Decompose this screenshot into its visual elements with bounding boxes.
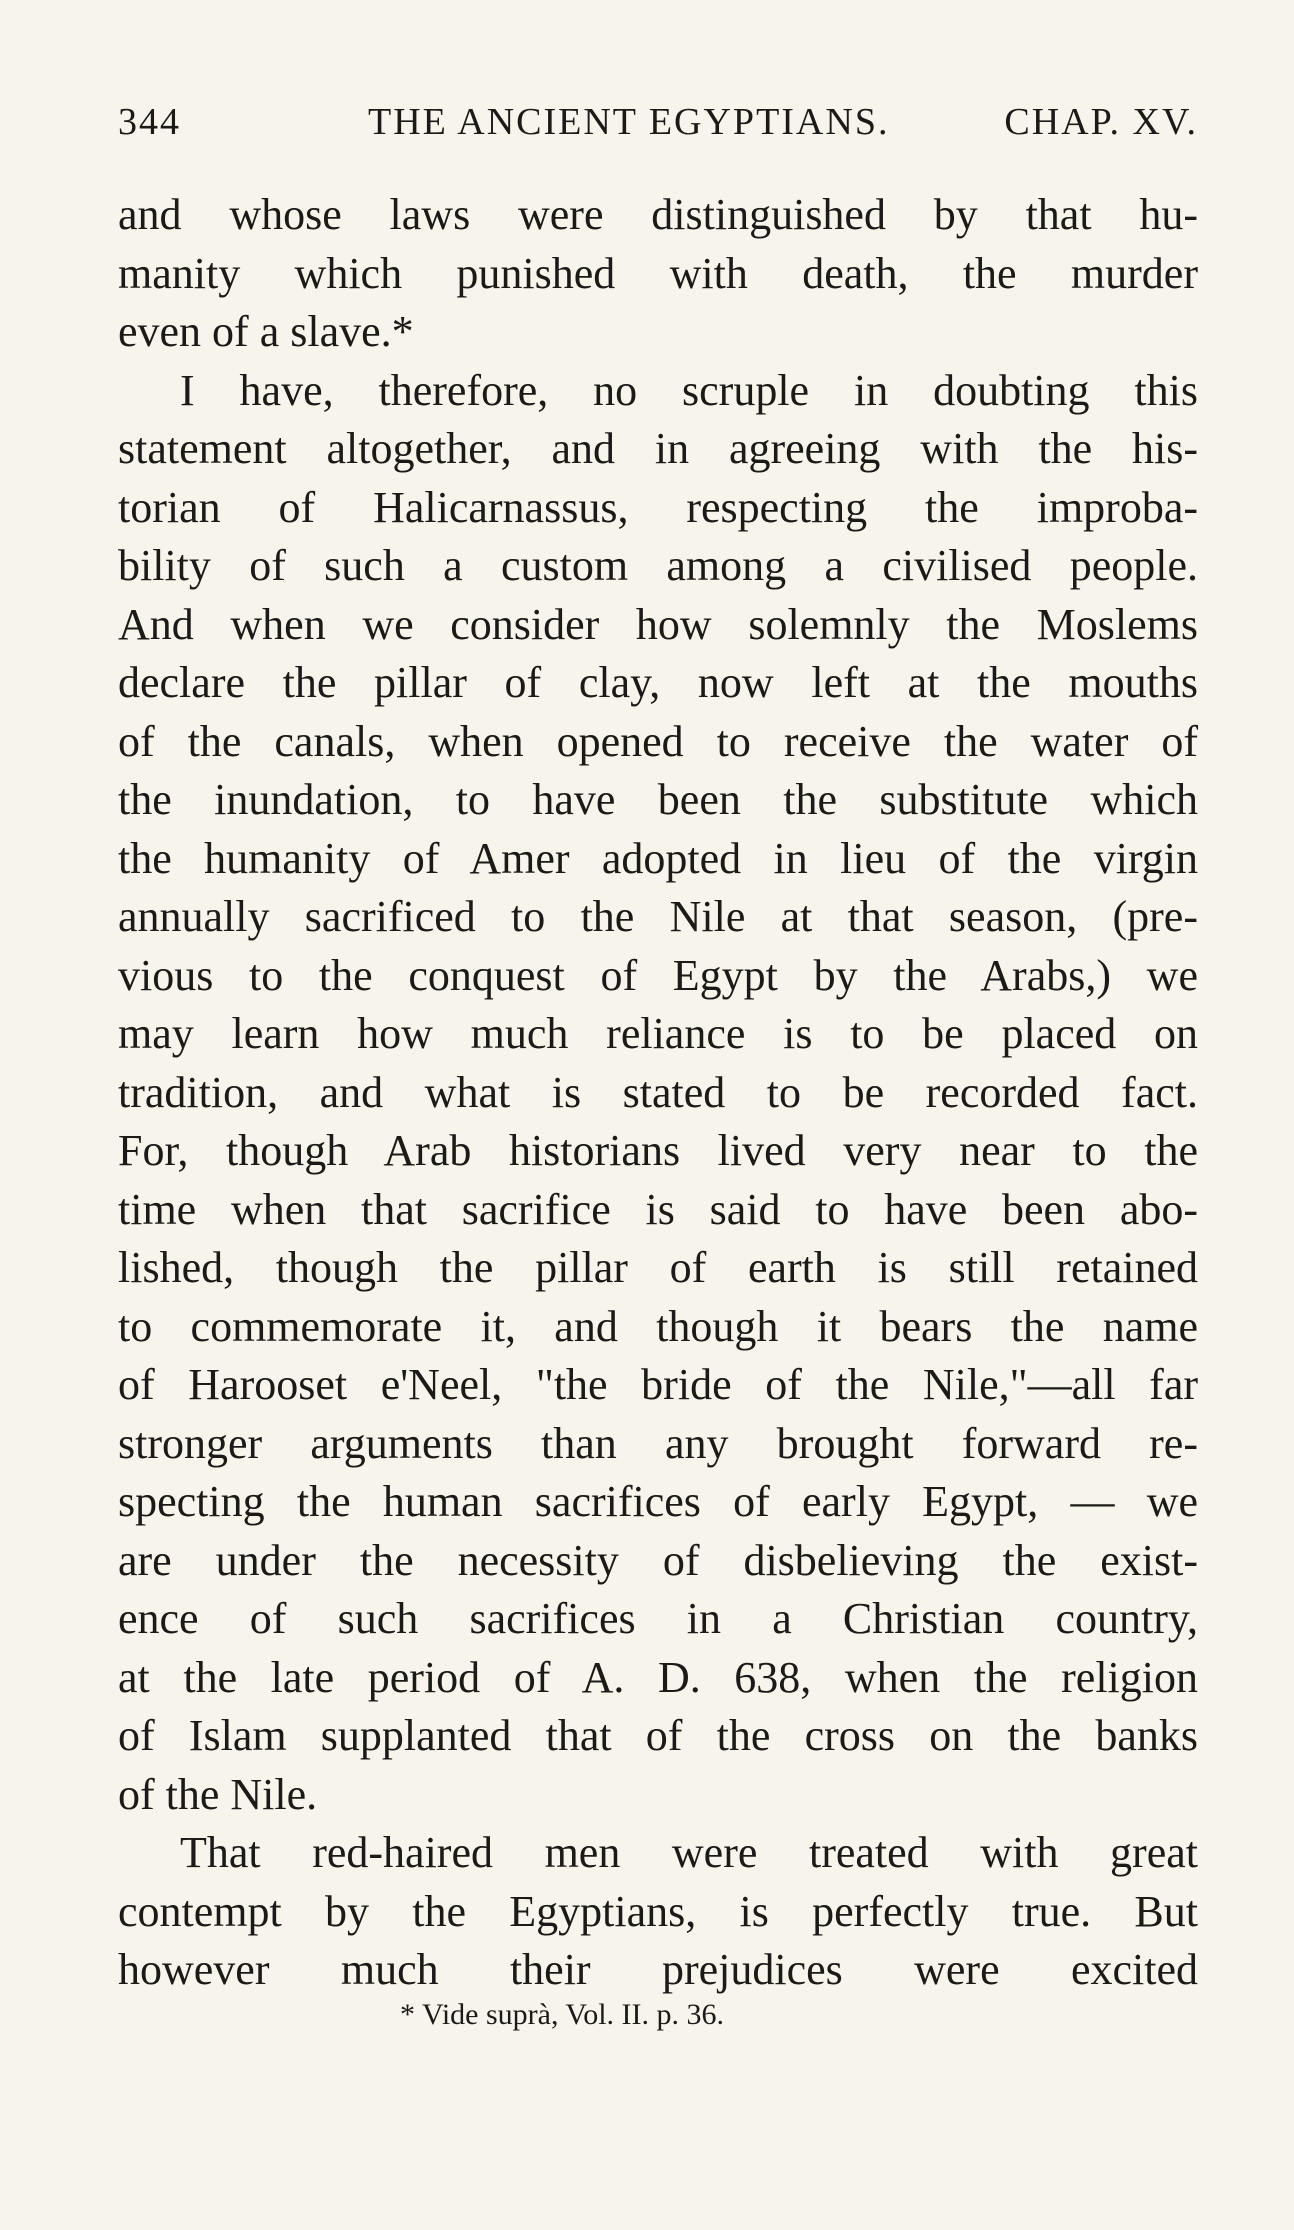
text-line: torian of Halicarnassus, respecting the improba-: [118, 482, 1198, 532]
text-line: even of a slave.*: [118, 307, 414, 356]
text-line: declare the pillar of clay, now left at the mouths: [118, 658, 1198, 707]
text-line: vious to the conquest of Egypt by the Arabs,) we: [118, 950, 1198, 1000]
text-line: annually sacrificed to the Nile at that season, (pre-: [118, 892, 1198, 941]
text-line: however much their prejudices were excited: [118, 1945, 1198, 1994]
text-line: of Harooset e'Neel, "the bride of the Nile,"—all far: [118, 1360, 1198, 1409]
text-line: at the late period of A. D. 638, when the religion: [118, 1652, 1198, 1702]
text-line: to commemorate it, and though it bears the name: [118, 1301, 1198, 1351]
text-line: of the canals, when opened to receive the water of: [118, 716, 1198, 766]
footnote: [400, 1998, 724, 2032]
text-line: And when we consider how solemnly the Moslems: [118, 599, 1198, 649]
text-line: the inundation, to have been the substitute which: [118, 775, 1198, 824]
text-line: lished, though the pillar of earth is still retained: [118, 1243, 1198, 1292]
text-line: ence of such sacrifices in a Christian country,: [118, 1594, 1198, 1643]
chapter-label: CHAP. XV.: [1004, 101, 1198, 143]
text-line: contempt by the Egyptians, is perfectly true. But: [118, 1886, 1198, 1936]
page-header: [118, 100, 1198, 156]
text-line: manity which punished with death, the murder: [118, 248, 1198, 298]
text-line: of Islam supplanted that of the cross on the banks: [118, 1711, 1198, 1760]
text-line: That red-haired men were treated with great: [180, 1828, 1198, 1877]
text-line: and whose laws were distinguished by that hu-: [118, 190, 1198, 239]
text-line: I have, therefore, no scruple in doubting this: [180, 365, 1198, 415]
body-text: [118, 186, 1198, 2000]
text-line: the humanity of Amer adopted in lieu of the virgin: [118, 833, 1198, 883]
text-line: are under the necessity of disbelieving the exist-: [118, 1535, 1198, 1585]
running-title: THE ANCIENT EGYPTIANS.: [368, 101, 890, 143]
footnote-text: Vide suprà, Vol. II. p. 36.: [421, 1998, 725, 2031]
text-line: time when that sacrifice is said to have been abo-: [118, 1184, 1198, 1234]
text-line: statement altogether, and in agreeing with the his-: [118, 424, 1198, 473]
text-line: of the Nile.: [118, 1769, 318, 1819]
text-line: specting the human sacrifices of early Egypt, — we: [118, 1477, 1198, 1526]
text-line: bility of such a custom among a civilised people.: [118, 541, 1198, 590]
text-line: stronger arguments than any brought forward re-: [118, 1418, 1198, 1468]
text-line: For, though Arab historians lived very near to the: [118, 1126, 1198, 1175]
footnote-marker: *: [400, 1998, 415, 2031]
page-number: 344: [118, 101, 181, 143]
text-line: tradition, and what is stated to be recorded fact.: [118, 1067, 1198, 1117]
text-line: may learn how much reliance is to be placed on: [118, 1009, 1198, 1058]
